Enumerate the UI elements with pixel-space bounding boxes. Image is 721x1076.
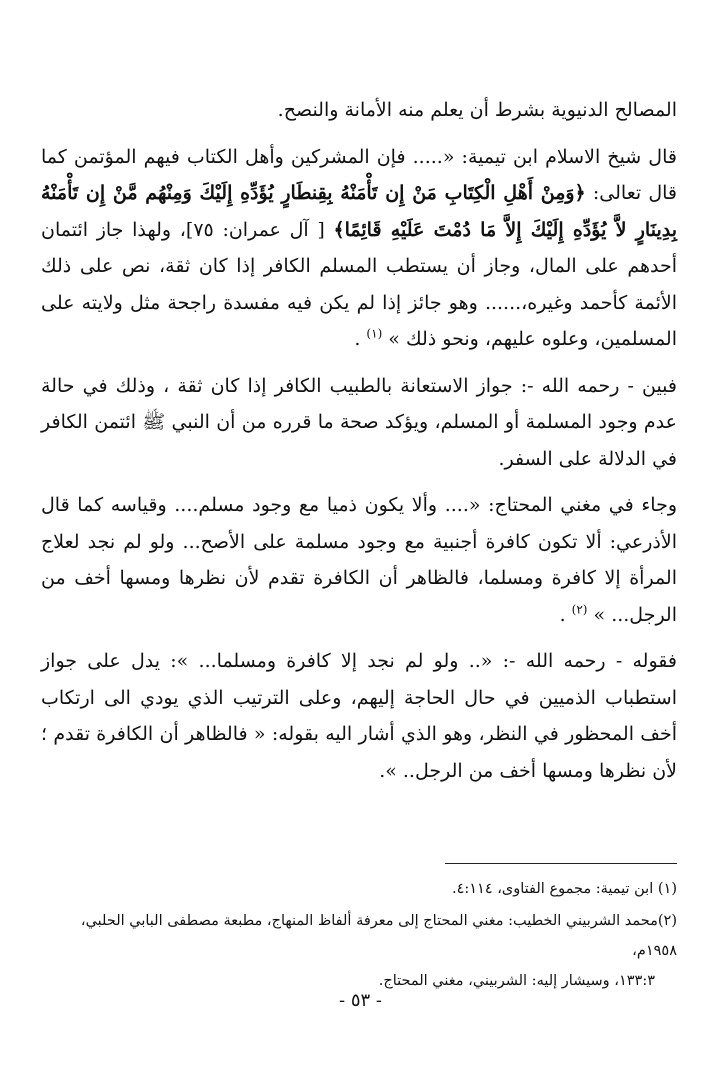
paragraph-3 [41,368,677,478]
quote-intro: قال شيخ الاسلام ابن تيمية: «..... فإن المشركين وأهل الكتاب فيهم المؤتمن كما قال تعالى: [41,145,677,204]
mughni-quote-end: . [559,603,572,626]
mughni-quote-text: وجاء في مغني المحتاج: «.... وألا يكون ذميا مع وجود مسلم.... وقياسه كما قال الأذرعي: ألا تكون كافرة أجنبية مع وجود مسلمة على الأصح... ولو لم نجد لعلاج المرأة إلا كافرة ومسلما، فالظاهر أن الكافرة تقدم لأن نظرها ومسها أخف من الرجل... » [41,494,677,626]
footnote-2-line-1: (٢)محمد الشربيني الخطيب: مغني المحتاج إلى معرفة ألفاظ المنهاج، مطبعة مصطفى البابي الحلبي، ١٩٥٨م، [80,913,677,959]
footnote-separator [445,863,677,864]
footnote-2-line-2: ١٣٣:٣، وسيشار إليه: الشربيني، مغني المحتاج. [378,973,655,989]
footnote-1: (١) ابن تيمية: مجموع الفتاوى، ٤:١١٤. [451,881,677,897]
footnote-ref-2: (٢) [571,602,588,617]
footnote-ref-1: (١) [366,326,383,341]
footnotes [41,874,677,998]
quote-end: . [354,328,367,350]
paragraph-1 [41,92,677,129]
quote-continuation: [ آل عمران: ٧٥]، ولهذا جاز ائتمان أحدهم على المال، وجاز أن يستطب المسلم الكافر إذا كان ثقة، نص على ذلك الأئمة كأحمد وغيره،...... وهو جائز إذا لم يكن فيه مفسدة راجحة مثل ولايته على المسلمين، وعلوه عليهم، ونحو ذلك » [41,218,677,350]
main-text [41,92,677,789]
paragraph-mughni-quote [41,487,677,633]
paragraph-ibn-taymiyyah-quote [41,139,677,358]
footnote-2 [41,906,677,996]
paragraph-5-text: فقوله - رحمه الله -: «.. ولو لم نجد إلا كافرة ومسلما... »: يدل على جواز استطباب الذميين في حال الحاجة إليهم، وعلى الترتيب الذي يودي الى ارتكاب أخف المحظور في النظر، وهو الذي أشار اليه بقوله: « فالظاهر أن الكافرة تقدم ؛ لأن نظرها ومسها أخف من الرجل.. ». [41,650,677,782]
paragraph-5 [41,643,677,789]
paragraph-1-text: المصالح الدنيوية بشرط أن يعلم منه الأمانة والنصح. [277,99,677,121]
paragraph-3-text: فبين - رحمه الله -: جواز الاستعانة بالطبيب الكافر إذا كان ثقة ، وذلك في حالة عدم وجود المسلمة أو المسلم، ويؤكد صحة ما قرره من أن النبي ﷺ ائتمن الكافر في الدلالة على السفر. [41,374,677,470]
page-number: - ٥٣ - [339,990,382,1011]
quran-verse: ﴿وَمِنْ أَهْلِ الْكِتَابِ مَنْ إِن تَأْمَنْهُ بِقِنطَارٍ يُؤَدِّهِ إِلَيْكَ وَمِنْهُم مَّنْ إِن تَأْمَنْهُ بِدِينَارٍ لاَّ يُؤَدِّهِ إِلَيْكَ إِلاَّ مَا دُمْتَ عَلَيْهِ قَائِمًا﴾ [41,182,678,241]
